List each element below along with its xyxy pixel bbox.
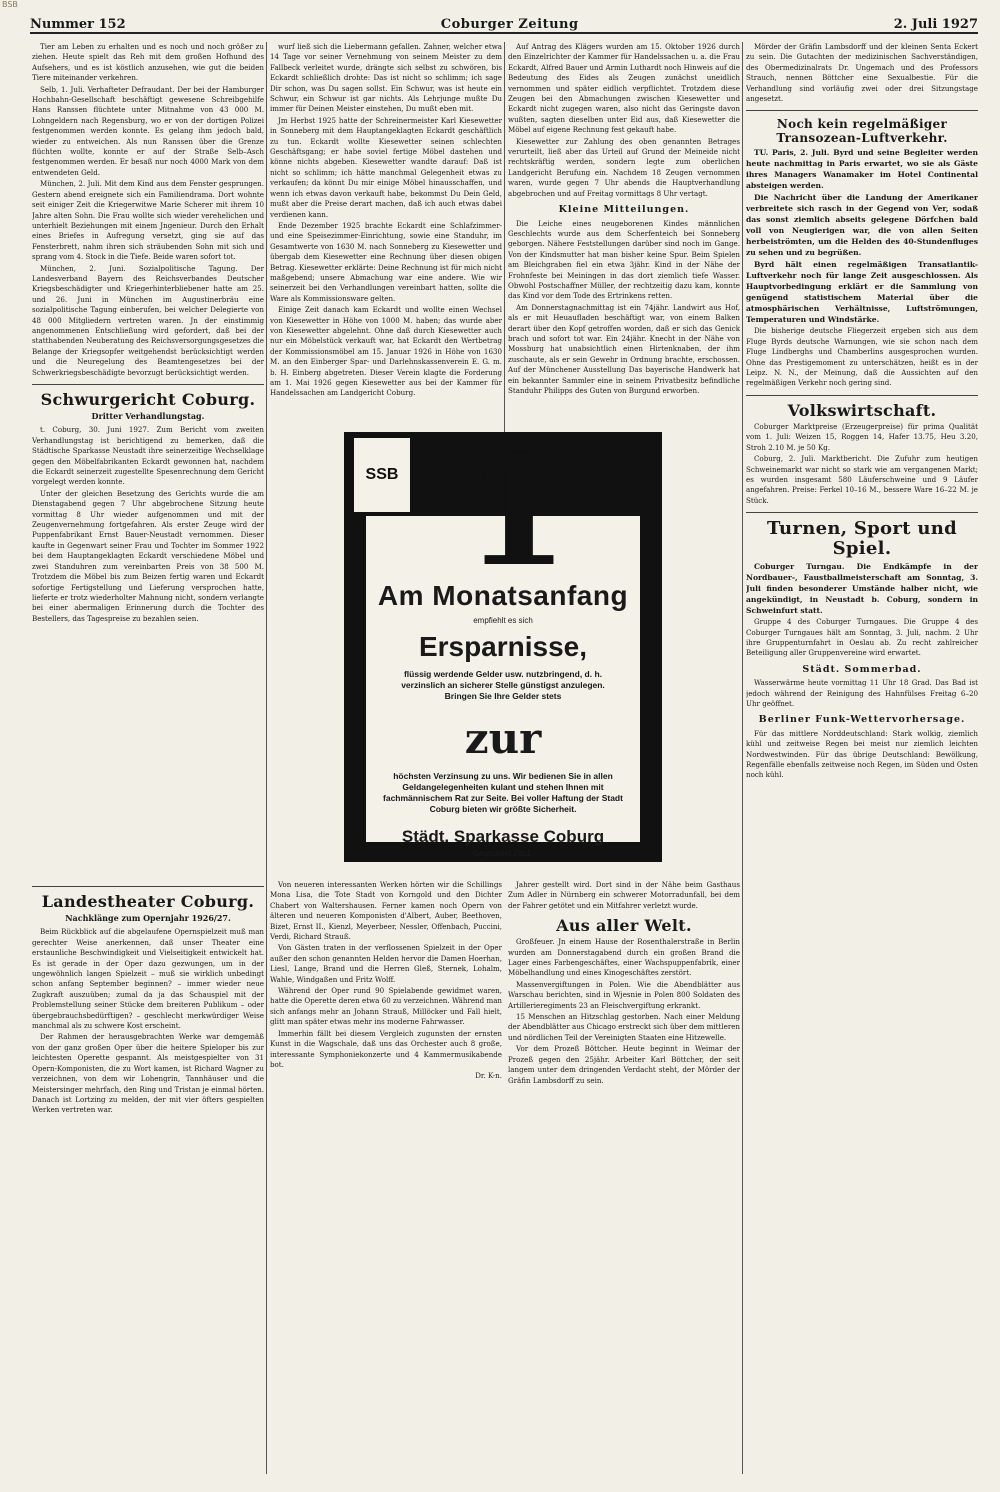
court-heading: Schwurgericht Coburg. [40,390,256,409]
theatre-article [32,880,264,1474]
article-paragraph: Jahrer gestellt wird. Dort sind in der Nähe beim Gasthaus Zum Adler in Nürnberg ein schwerer Motorradunfall, bei dem der Fahrer getötet und ein Mitfahrer verletzt wurde. [508,880,740,910]
ad-zur: zur [464,714,542,763]
sparkasse-logo: SSB [352,436,412,514]
author-signature: Dr. K-n. [475,1071,502,1081]
article-paragraph: Beim Rückblick auf die abgelaufene Opernspielzeit muß man gerechter Weise anerkennen, daß unser Theater eine erstaunliche Beschwindigkeit und Vielseitigkeit entwickelt hat. Es ist gerade in der Oper dazu gezwungen, um in der ungewöhnlich langen Spielzeit – muß sie wirklich unbedingt schon anfang September beginnen? – immer wieder neue Zugkraft auszuüben; zumal da ja das Schauspiel mit der Problemstellung seiner Stücke dem breiteren Publikum – oder übergebrauchsbedürftigen? – geschlecht merkwürdiger Weise manchmal als zu schwere Kost erscheint. [32,927,264,1031]
economy-heading: Volkswirtschaft. [787,400,937,420]
article-paragraph: 15 Menschen an Hitzschlag gestorben. Nach einer Meldung der Abendblätter aus Chicago erstreckt sich über dem mittleren und nördlichen Teil der Vereinigten Staaten eine Hitzewelle. [508,1012,740,1042]
newspaper-title: Coburger Zeitung [440,17,579,32]
column-3 [508,42,740,424]
article-paragraph: München, 2. Juli. Mit dem Kind aus dem Fenster gesprungen. Gestern abend ereignete sich ein Familiendrama. Dort wohnte seit einiger Zeit die Kriegerwitwe Marie Scherer mit ihrem 10 Jahre alten Sohn. Die Frau wollte sich wieder verehelichen und unterhielt Beziehungen mit einem Jngenieur. Durch den Erhalt eines Briefes in Aufregung versetzt, ging sie auf das Fensterbrett, nahm ihren sich sträubenden Sohn mit sich und sprang vom 4. Stock in die Tiefe. Beide waren sofort tot. [32,179,264,262]
article-paragraph: Die Nachricht über die Landung der Amerikaner verbreitete sich rasch in der Gegend von Ver, sodaß das sonst ziemlich abseits gelegene Dörfchen bald voll von Neugierigen war, die von allen Seiten herbeiströmten, um die Helden des 40-Stundenfluges zu sehen und zu begrüßen. [746,193,978,258]
article-paragraph: Am Donnerstagnachmittag ist ein 74jähr. Landwirt aus Hof, als er mit Heuaufladen beschäftigt war, von einem Balken derart über den Kopf getroffen worden, daß er sich das Genick brach und sofort tot war. Ein 24jähr. Knecht in der Nähe von Mossburg hat unabsichtlich einen Hirtenknaben, der ihm zuschaute, als er sein Gewehr in Ordnung brachte, erschossen. Auf der Münchener Ausstellung Das bayerische Handwerk hat ein bekannter Sammler eine in seinem Privatbesitz befindliche Standuhr Philipps des Guten von Burgund erworben. [508,302,740,395]
divider [746,512,978,513]
issue-number: Nummer 152 [30,17,126,32]
article-paragraph: Mörder der Gräfin Lambsdorff und der kleinen Senta Eckert zu sein. Die Gutachten der medizinischen Sachverständigen, des Obermedizinalrats Dr. Ungemach und des Professors Strauch, nennen Böttcher eine Sexualbestie. Für die Verhandlung sind vorläufig zwei oder drei Sitzungstage angesetzt. [746,42,978,104]
divider [746,395,978,396]
divider [32,384,264,385]
article-paragraph: Von neueren interessanten Werken hörten wir die Schillings Mona Lisa, die Tote Stadt von Korngold und den Dichter Chabert von Waltershausen. Ferner kamen noch Opern von älteren und neueren Komponisten d'Albert, Auber, Beethoven, Bizet, Ernst II., Kienzl, Meyerbeer, Nessler, Offenbach, Puccini, Verdi, Richard Strauß. [270,880,502,942]
article-paragraph: Auf Antrag des Klägers wurden am 15. Oktober 1926 durch den Einzelrichter der Kammer für Handelssachen u. a. die Frau Eckardt, Alfred Bauer und Armin Luthardt noch Hinweis auf die Bedeutung des Eides als Zeugen zunächst uneidlich vernommen und später eidlich verpflichtet. Trotzdem diese Zeugen bei den Abmachungen zwischen Kiesewetter und Eckardt nicht zugegen waren, also nicht das Geringste davon wußten, sagten dieselben unter Eid aus, daß Kiesewetter die Möbel auf eigene Rechnung fest gekauft habe. [508,42,740,135]
article-paragraph: Ende Dezember 1925 brachte Eckardt eine Schlafzimmer- und eine Speisezimmer-Einrichtung, sowie eine Standuhr, im Gesamtwerte von 1630 M. nach Sonneberg zu Kiesewetter und übergab dem Kiesewetter eine Rechnung über diesen obigen Betrag. Kiesewetter erklärte: Deine Rechnung ist für mich nicht maßgebend; unsere Abmachung war eine andere. Wie wir seinerzeit bei den Verhandlungen vereinbart hatten, sollte die Ware als Kommissionsware gelten. [270,220,502,303]
sparkasse-advertisement [344,424,662,862]
world-news [508,880,740,1474]
section-heading: Kleine Mitteilungen. [558,204,690,216]
ad-body: flüssig werdende Gelder usw. nutzbringend, d. h. verzinslich an sicherer Stelle günstigst anzulegen. Bringen Sie Ihre Gelder stets [401,669,605,701]
theatre-subheading: Nachklänge zum Opernjahr 1926/27. [65,913,231,923]
article-paragraph: Coburger Marktpreise (Erzeugerpreise) für prima Qualität vom 1. Juli: Weizen 15, Roggen 14, Hafer 13.75, Heu 3.20, Stroh 2.10 M. je 50 Kg. [746,421,978,452]
article-paragraph: Coburger Turngau. Die Endkämpfe in der Nordbauer-, Faustballmeisterschaft am Sonntag, 3. Juli finden besonderer Umstände halber nicht, wie angekündigt, in Neustadt b. Coburg, sondern in Schweinfurt statt. [746,562,978,616]
pool-heading: Städt. Sommerbad. [802,663,922,675]
masthead [30,10,978,34]
aviation-heading: Noch kein regelmäßiger Transozean-Luftverkehr. [776,117,948,146]
ad-bank-name: Städt. Sparkasse Coburg [401,827,605,846]
article-paragraph: Tier am Leben zu erhalten und es noch und noch größer zu ziehen. Heute spielt das Reh mit dem großen Hofhund des Aufsehers, und es ist köstlich anzusehen, wie gut die beiden Tiere miteinander verkehren. [32,42,264,83]
article-paragraph: Byrd hält einen regelmäßigen Transatlantik-Luftverkehr noch für lange Zeit ausgeschlossen. Als Hauptvorbedingung erklärt er die Sammlung von genügend statistischem Material über die atmosphärischen Verhältnisse, Luftströmungen, Temperaturen und Windstärke. [746,260,978,325]
ad-savings: Ersparnisse, [418,631,588,662]
column-1 [32,42,264,872]
issue-date: 2. Juli 1927 [893,17,978,32]
theatre-heading: Landestheater Coburg. [41,892,255,911]
column-rule [742,42,743,1474]
article-paragraph: Von Gästen traten in der verflossenen Spielzeit in der Oper außer den schon genannten Helden hervor die Damen Hoerhan, Liesl, Lange, Brand und die Herren Gleß, Sternek, Lohalm, Wahle, Windgaßen und Fritz Wolff. [270,943,502,984]
article-paragraph: Immerhin fällt bei diesem Vergleich zugunsten der ernsten Kunst in die Wagschale, daß uns das Orchester auch 8 große, interessante Symphoniekonzerte und 4 Kammermusikabende bot. [270,1028,502,1069]
divider [32,886,264,887]
article-paragraph: Für das mittlere Norddeutschland: Stark wolkig, ziemlich kühl und zeitweise Regen bei meist nur ziemlich leichten Nordwestwinden. Für das übrige Deutschland: Bewölkung, Regenfälle ebenfalls zeitweise noch Regen, im Süden und Osten noch kühl. [746,728,978,780]
ad-big-number: 1 [464,424,569,600]
article-paragraph: Selb, 1. Juli. Verhafteter Defraudant. Der bei der Hamburger Hochbahn-Gesellschaft beschäftigt gewesene Schreibgehilfe Hans Ranssen flüchtete unter Mitnahme von 43 000 M. Lohngeldern nach Regensburg, wo er von der dortigen Polizei festgenommen werden konnte. Es gelang ihm jedoch bald, wieder zu entweichen. Als nun Ranssen über die Grenze flüchten wollte, konnte er auf der Straße Selb–Asch festgenommen werden. Er besaß nur noch 4000 Mark von dem entwendeten Geld. [32,84,264,177]
column-2 [270,42,502,424]
court-subheading: Dritter Verhandlungstag. [91,411,205,421]
ad-founded: Gegründet 1821. [472,849,534,858]
article-paragraph: Die bisherige deutsche Fliegerzeit ergeben sich aus dem Fluge Byrds deutsche Warnungen, wie sie schon nach dem Fluge Lindberghs und Chamberlins ausgesprochen wurden. Ohne das Prestigemoment zu unterschätzen, heißt es in der Leipz. N. N., der Meinung, daß die Aussichten auf den regelmäßigen Verkehr noch gering sind. [746,326,978,388]
article-paragraph: t. Coburg, 30. Juni 1927. Zum Bericht vom zweiten Verhandlungstag ist berichtigend zu bemerken, daß die Städtische Sparkasse Neustadt ihre seinerzeitige Wechselklage gegen den Möbelfabrikanten Eckardt gewonnen hat, nachdem die Eckardt seinerzeit zugestellte Spesenrechnung dem Gericht vorgelegt werden konnte. [32,425,264,487]
archive-mark: BSB [2,0,18,9]
ad-body: höchsten Verzinsung zu uns. Wir bedienen Sie in allen Geldangelegenheiten kulant und stehen Ihnen mit fachmännischem Rat zur Seite. Bei voller Haftung der Stadt Coburg bieten wir größte Sicherheit. [383,771,623,814]
article-paragraph: Unter der gleichen Besetzung des Gerichts wurde die am Dienstagabend gegen 7 Uhr abgebrochene Sitzung heute vormittag 8 Uhr wieder aufgenommen und mit der Zeugenvernehmung fortgefahren. Als erster Zeuge wird der Puppenfabrikant Ernst Bauer-Neustadt vernommen. Dieser kaufte in Gegenwart seiner Frau und Tochter im Sommer 1922 bei dem Hauptangeklagten Eckardt verschiedene Möbel und zwei Standuhren zum vereinbarten Preis von 38 500 M. Trotzdem die Möbel bis zum Beizen fertig waren und Eckardt sofortige Fertigstellung und Lieferung versprochen hatte, lieferte er trotz wiederholter Mahnung nicht, sondern verlangte bei einer abermaligen Erinnerung durch die Tochter des Bestellers, das Tagespreise zu bezahlen seien. [32,488,264,623]
article-paragraph: wurf ließ sich die Liebermann gefallen. Zahner, welcher etwa 14 Tage vor seiner Vernehmung von seinem Meister zu dem Fallbeck verleitet wurde, drängte sich selbst zu schwören, bis Eckardt schließlich drohte: Das ist nicht so schlimm; ich sage Dir schon, was Du sagen sollst. Ein Schwur, was ist heute ein Schwur, ein Schwur ist gar nichts. Als Lehrjunge mußte Du immer für Deinen Meister einstehen, Du mußt eben mit. [270,42,502,114]
article-paragraph: Wasserwärme heute vormittag 11 Uhr 18 Grad. Das Bad ist jedoch während der Reinigung des Hahnfülses Freitag 6–20 Uhr geöffnet. [746,678,978,708]
article-paragraph: Großfeuer. Jn einem Hause der Rosenthalerstraße in Berlin wurden am Donnerstagabend durch ein großen Brand die Lager eines Farbengeschäftes, einer Wachspuppenfabrik, einer Möbelhandlung und eines Kinogeschäftes zerstört. [508,937,740,978]
article-paragraph: TU. Paris, 2. Juli. Byrd und seine Begleiter werden heute nachmittag in Paris erwartet, wo sie als Gäste ihres Managers Wanamaker im Hotel Continental absteigen werden. [746,148,978,191]
ad-recommends: empfiehlt es sich [473,616,533,625]
article-paragraph: Der Rahmen der herausgebrachten Werke war demgemäß von der ganz großen Oper über die heitere Spieloper bis zur leichtesten Operette gespannt. Als meistgespielter von 31 Opern-Komponisten, die zu Wort kamen, ist Richard Wagner zu verzeichnen, von dem wir Lohengrin, Tannhäuser und die Meistersinger mehrfach, den Ring und Tristan je einmal hörten. Danach ist Lortzing zu melden, der mit vier öfters gespielten Werken vertreten war. [32,1032,264,1115]
article-paragraph: Kiesewetter zur Zahlung des oben genannten Betrages verurteilt, ließ aber das Urteil auf Grund der Meineide nicht rechtskräftig werden, sondern legte zum oberlichen Landgericht Berufung ein. Nachdem 18 Zeugen vernommen waren, wurde gegen 7 Uhr abends die Hauptverhandlung abgebrochen und auf Freitag vormittags 8 Uhr vertagt. [508,136,740,198]
article-paragraph: Einige Zeit danach kam Eckardt und wollte einen Wechsel von Kiesewetter in Höhe von 1000 M. haben; das wurde aber von Kiesewetter abgelehnt. Ohne daß durch Kiesewetter auch nur ein Möbelstück verkauft war, hat Eckardt den Wertbetrag der Kommissionsmöbel am 15. Januar 1926 in Höhe von 1630 M. an den Einberger Spar- und Darlehnskassenverein E. G. m. b. H. Einberg abgetreten. Dieser Verein klagte die Forderung am 1. Mai 1926 gegen Kiesewetter aus bei der Kammer für Handelssachen am Landgericht Coburg. [270,305,502,398]
article-paragraph: München, 2. Juni. Sozialpolitische Tagung. Der Landesverband Bayern des Reichsverbandes Deutscher Kriegsbeschädigter und Kriegerhinterbliebener hatte am 25. und 26. Juni in München im Augustinerbräu eine sozialpolitische Tagung einberufen, bei welcher Delegierte von 48 000 Mitgliedern vertreten waren. Jn der einstimmig angenommenen Entschließung wird gefordert, daß bei der statthabenden Neuberatung des Reichsversorgungsgesetzes die Belange der Kriegsopfer weitgehendst berücksichtigt werden und die Neuregelung des Beamtengesetzes bei der Schwerkriegsbeschädigte bevorzugt berücksichtigt werden. [32,263,264,377]
ad-headline: Am Monatsanfang [377,580,629,611]
article-paragraph: Jm Herbst 1925 hatte der Schreinermeister Karl Kiesewetter in Sonneberg mit dem Hauptangeklagten Eckardt geschäftlich zu tun. Eckardt wollte Kiesewetter seinen schlechten Geschäftsgang; er habe soviel fertige Möbel dastehen und könne nichts abgeben. Kiesewetter wandte darauf: Daß ist nicht so schlimm; ich hätte manchmal Gelegenheit etwas zu verkaufen; da könnt Du mir einige Möbel hinausschaffen, und wenn ich etwas davon verkauft habe, bekommst Du Dein Geld, mußt aber die Preise derart machen, daß ich auch etwas dabei verdienen kann. [270,115,502,219]
theatre-continuation [270,880,502,1474]
column-4 [746,42,978,1474]
article-paragraph: Gruppe 4 des Coburger Turngaues. Die Gruppe 4 des Coburger Turngaues hält am Sonntag, 3. Juli, nachm. 2 Uhr ihre Gruppenturnfahrt in Oeslau ab. Zu recht zahlreicher Beteiligung aller Gruppenvereine wird erwartet. [746,617,978,658]
article-paragraph: Vor dem Prozeß Böttcher. Heute beginnt in Weimar der Prozeß gegen den 25jähr. Arbeiter Karl Böttcher, der seit langem unter dem dringenden Verdacht steht, der Mörder der Gräfin Lambsdorff zu sein. [508,1044,740,1085]
sport-heading: Turnen, Sport und Spiel. [767,518,957,560]
column-rule [266,42,267,1474]
article-paragraph: Coburg, 2. Juli. Marktbericht. Die Zufuhr zum heutigen Schweinemarkt war nicht so stark wie am vergangenen Markt; es wurden insgesamt 580 Läuferschweine und 9 Läufer angefahren. Preise: Ferkel 10–16 M., bessere Ware 16–22 M. je Stück. [746,454,978,505]
weather-heading: Berliner Funk-Wettervorhersage. [758,714,966,726]
article-paragraph: Die Leiche eines neugeborenen Kindes männlichen Geschlechts wurde aus dem Scherfenteich bei Sonneberg geborgen. Nähere Feststellungen darüber sind noch im Gange. Von der Kindsmutter hat man bisher keine Spur. Beim Spielen am Bleichgraben fiel ein etwa 3jähr. Kind in der Nähe der Frohnfeste bei Meiningen in das dort ziemlich tiefe Wasser. Obwohl Postschaffner Müller, der rechtzeitig dazu kam, konnte das Kind vor dem Tode des Ertrinkens retten. [508,218,740,301]
article-paragraph: Während der Oper rund 90 Spielabende gewidmet waren, hatte die Operette deren etwa 60 zu verzeichnen. Während man sich anfangs mehr an Johann Strauß, Millöcker und Fall hielt, glitt man später etwas mehr ins moderne Fahrwasser. [270,986,502,1027]
divider [746,110,978,111]
world-heading: Aus aller Welt. [556,916,692,936]
article-paragraph: Massenvergiftungen in Polen. Wie die Abendblätter aus Warschau berichten, sind in Wjesnie in Polen 800 Soldaten des Artillerieregiments 23 an Fleischvergiftung erkrankt. [508,979,740,1010]
